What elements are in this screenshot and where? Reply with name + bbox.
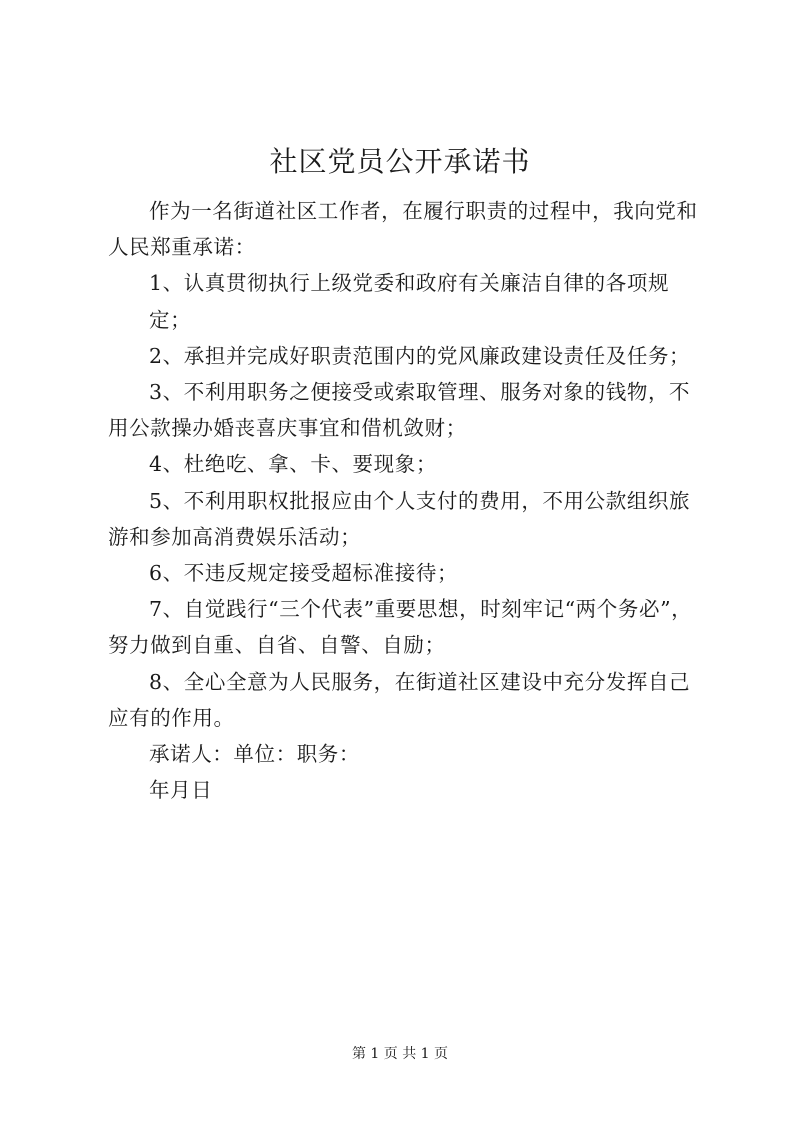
paragraph xyxy=(108,193,710,265)
paragraph-line: 努力做到自重、自省、自警、自励； xyxy=(108,633,446,658)
paragraph xyxy=(108,265,710,337)
paragraph-line: 人民郑重承诺： xyxy=(108,235,256,260)
paragraph xyxy=(108,664,710,736)
paragraph-line: 1、认真贯彻执行上级党委和政府有关廉洁自律的各项规定； xyxy=(149,271,670,332)
paragraph-line: 应有的作用。 xyxy=(108,705,235,730)
paragraph-line: 5、不利用职权批报应由个人支付的费用，不用公款组织旅 xyxy=(149,488,691,513)
paragraph xyxy=(108,772,710,808)
paragraph xyxy=(108,338,710,374)
paragraph-line: 年月日 xyxy=(149,778,213,803)
paragraph-line: 作为一名街道社区工作者，在履行职责的过程中，我向党和 xyxy=(149,199,698,223)
paragraph xyxy=(108,591,710,663)
paragraph-line: 4、杜绝吃、拿、卡、要现象； xyxy=(149,452,437,477)
paragraph xyxy=(108,736,710,772)
paragraph-line: 3、不利用职务之便接受或索取管理、服务对象的钱物，不 xyxy=(149,380,691,405)
paragraph xyxy=(108,374,710,446)
paragraph xyxy=(108,446,710,482)
paragraph xyxy=(108,483,710,555)
page-footer: 第 1 页 共 1 页 xyxy=(351,1046,449,1062)
paragraph-line: 6、不违反规定接受超标准接待； xyxy=(149,561,459,586)
paragraph xyxy=(108,555,710,591)
document-body xyxy=(108,193,710,808)
paragraph-line: 7、自觉践行“三个代表”重要思想，时刻牢记“两个务必”， xyxy=(149,597,693,622)
paragraph-line: 承诺人：单位：职务： xyxy=(149,742,360,767)
document-title: 社区党员公开承诺书 xyxy=(269,145,531,178)
paragraph-line: 用公款操办婚丧喜庆事宜和借机敛财； xyxy=(108,416,467,441)
paragraph-line: 8、全心全意为人民服务，在街道社区建设中充分发挥自己 xyxy=(149,669,691,694)
paragraph-line: 游和参加高消费娱乐活动； xyxy=(108,524,362,549)
paragraph-line: 2、承担并完成好职责范围内的党风廉政建设责任及任务； xyxy=(149,343,691,368)
